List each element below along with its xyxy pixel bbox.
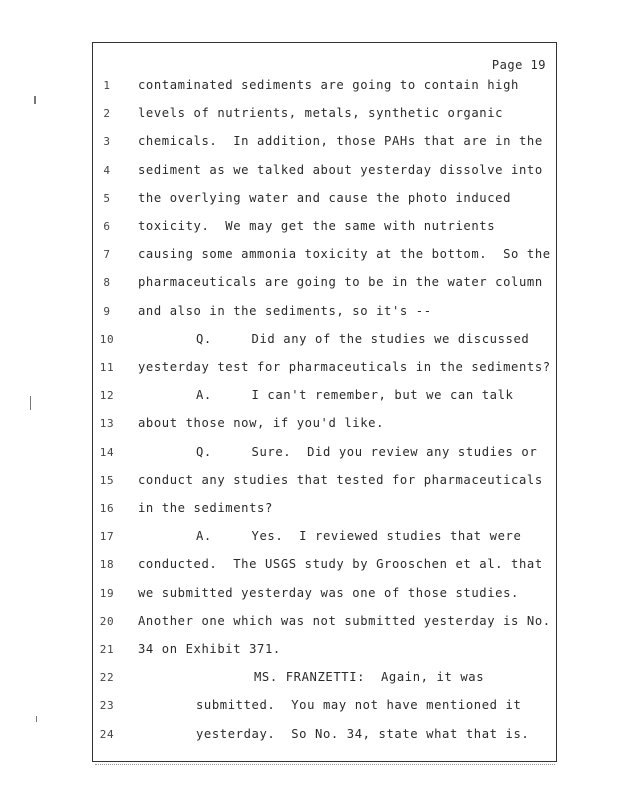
transcript-line	[0, 78, 618, 98]
transcript-line	[0, 473, 618, 493]
line-text: in the sediments?	[138, 501, 273, 515]
transcript-line	[0, 529, 618, 549]
line-text: pharmaceuticals are going to be in the water column	[138, 275, 543, 290]
page-number: Page 19	[491, 58, 546, 72]
line-number: 16	[99, 502, 115, 515]
line-text: levels of nutrients, metals, synthetic organic	[138, 106, 504, 121]
transcript-line	[0, 727, 618, 747]
line-text: we submitted yesterday was one of those studies.	[138, 585, 519, 600]
transcript-line	[0, 304, 618, 324]
line-text: the overlying water and cause the photo induced	[138, 190, 512, 205]
line-text: about those now, if you'd like.	[138, 416, 385, 431]
transcript-line	[0, 106, 618, 126]
line-number: 24	[99, 727, 115, 741]
line-text: MS. FRANZETTI: Again, it was	[254, 670, 485, 685]
line-number: 8	[103, 276, 111, 290]
line-text: Q. Did any of the studies we discussed	[196, 331, 530, 346]
line-text: toxicity. We may get the same with nutrients	[138, 219, 496, 233]
transcript-line	[0, 163, 618, 183]
line-number: 6	[103, 220, 111, 233]
line-text: contaminated sediments are going to contain high	[138, 78, 519, 92]
line-text: conducted. The USGS study by Grooschen et al. that	[138, 557, 543, 572]
line-number: 17	[99, 530, 115, 544]
transcript-line	[0, 445, 618, 465]
line-number: 19	[99, 586, 115, 600]
transcript-line	[0, 416, 618, 436]
transcript-line	[0, 670, 618, 690]
line-number: 15	[99, 473, 115, 487]
transcript-line	[0, 614, 618, 634]
line-number: 4	[103, 163, 111, 177]
transcript-line	[0, 586, 618, 606]
line-text: yesterday test for pharmaceuticals in the sediments?	[138, 360, 551, 374]
line-number: 23	[99, 699, 115, 713]
transcript-line	[0, 219, 618, 239]
line-text: causing some ammonia toxicity at the bottom. So the	[138, 247, 551, 262]
line-number: 11	[99, 361, 115, 374]
line-number: 10	[99, 332, 115, 346]
line-number: 21	[99, 643, 115, 656]
scan-mark	[34, 96, 36, 104]
line-text: Another one which was not submitted yesterday is No.	[138, 613, 551, 628]
line-number: 2	[103, 107, 111, 121]
line-text: yesterday. So No. 34, state what that is.	[196, 726, 530, 741]
line-text: and also in the sediments, so it's --	[138, 303, 432, 318]
line-number: 5	[103, 191, 111, 205]
transcript-line	[0, 388, 618, 408]
line-number: 7	[103, 248, 111, 262]
line-number: 14	[99, 445, 115, 459]
line-text: A. Yes. I reviewed studies that were	[196, 529, 522, 544]
transcript-line	[0, 501, 618, 521]
scan-bottom-noise	[95, 764, 555, 765]
line-number: 20	[99, 614, 115, 628]
transcript-line	[0, 134, 618, 154]
line-text: 34 on Exhibit 371.	[138, 642, 281, 656]
transcript-line	[0, 557, 618, 577]
line-number: 12	[99, 389, 115, 403]
line-number: 18	[99, 558, 115, 572]
line-text: conduct any studies that tested for pharmaceuticals	[138, 472, 543, 487]
line-text: submitted. You may not have mentioned it	[196, 698, 522, 713]
line-number: 9	[103, 304, 111, 318]
line-text: Q. Sure. Did you review any studies or	[196, 444, 538, 459]
line-number: 22	[99, 671, 115, 685]
transcript-line	[0, 275, 618, 295]
line-text: sediment as we talked about yesterday dissolve into	[138, 162, 543, 177]
transcript-line	[0, 191, 618, 211]
line-text: chemicals. In addition, those PAHs that are in the	[138, 134, 543, 149]
line-text: A. I can't remember, but we can talk	[196, 388, 514, 403]
transcript-line	[0, 247, 618, 267]
scan-mark	[36, 716, 37, 722]
transcript-line	[0, 360, 618, 380]
line-number: 13	[99, 417, 115, 431]
scan-mark	[30, 396, 31, 410]
transcript-line	[0, 698, 618, 718]
transcript-line	[0, 642, 618, 662]
transcript-line	[0, 332, 618, 352]
line-number: 3	[103, 135, 111, 149]
line-number: 1	[103, 79, 111, 92]
